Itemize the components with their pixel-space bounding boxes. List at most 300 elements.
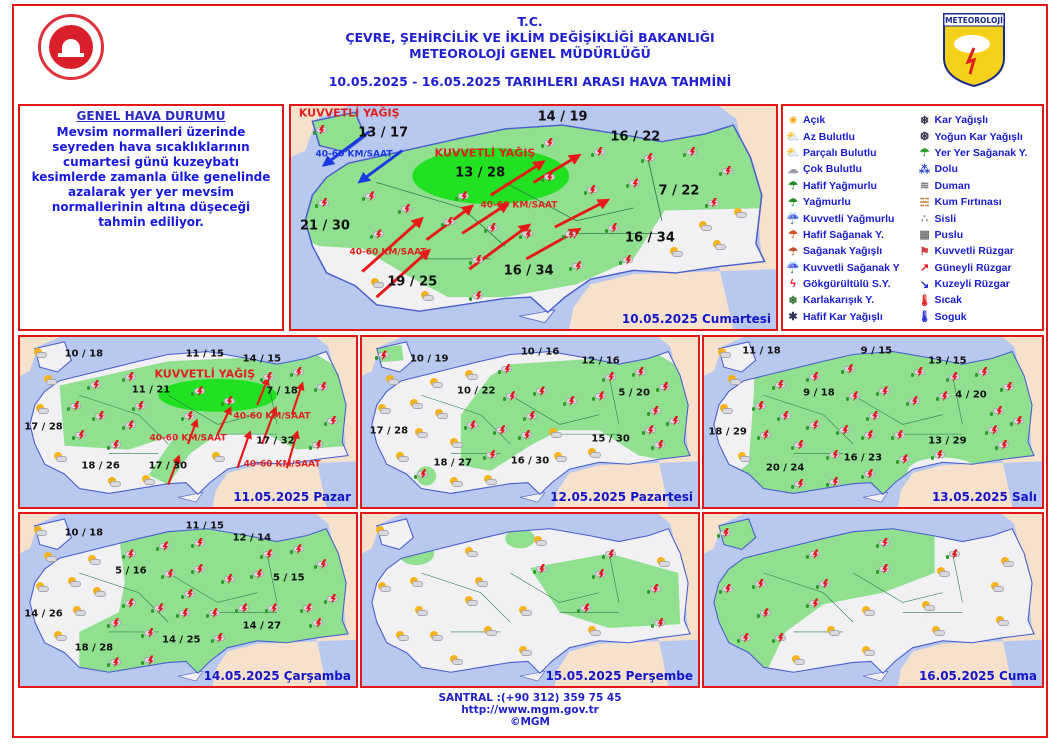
temperature-label: 17 / 30 — [148, 460, 188, 472]
map-day-2 — [18, 335, 358, 509]
temperature-label: 10 / 19 — [409, 353, 449, 365]
map-day-1 — [289, 104, 778, 331]
thunderstorm-icon — [206, 606, 220, 618]
partly-cloudy-icon — [375, 526, 389, 538]
thunderstorm-icon — [806, 596, 820, 608]
thunderstorm-icon — [221, 572, 235, 584]
map-day-6 — [360, 512, 700, 688]
partly-cloudy-icon: ⛅ — [786, 147, 800, 160]
temperature-label: 18 / 29 — [708, 426, 747, 438]
partly-cloudy-icon — [464, 547, 478, 559]
legend-item — [918, 309, 1039, 325]
temperature-label: 17 / 28 — [24, 421, 63, 433]
thunderstorm-icon — [151, 601, 165, 613]
thunderstorm-icon — [717, 526, 731, 538]
partly-cloudy-icon — [698, 221, 712, 233]
temperature-label: 7 / 18 — [266, 385, 298, 397]
map-date-label: 15.05.2025 Perşembe — [545, 669, 693, 683]
thunderstorm-icon — [1000, 380, 1014, 392]
thunderstorm-icon — [161, 567, 175, 579]
thunderstorm-icon — [533, 384, 547, 396]
thunderstorm-icon — [737, 631, 751, 643]
legend-item — [786, 210, 918, 226]
partly-cloudy-icon — [409, 577, 423, 589]
legend-label: Kuzeyli Rüzgar — [934, 278, 1010, 291]
partly-cloudy-icon — [1000, 557, 1014, 569]
partly-cloudy-icon — [414, 606, 428, 618]
map-canvas — [704, 337, 1042, 507]
thunderstorm-icon — [107, 655, 121, 667]
thunderstorm-icon — [493, 423, 507, 435]
snow-icon: ❄ — [919, 114, 930, 127]
legend-label: Açık — [803, 114, 826, 127]
thunderstorm-icon — [221, 394, 235, 406]
cold-thermometer-icon: 🌡 — [917, 311, 932, 324]
thunderstorm-icon — [484, 221, 498, 233]
temperature-label: 5 / 15 — [273, 572, 305, 584]
partly-cloudy-icon — [395, 452, 409, 464]
thunderstorm-icon — [132, 399, 146, 411]
thunderstorm-icon — [191, 536, 205, 548]
thunderstorm-icon — [191, 384, 205, 396]
thunderstorm-icon — [523, 409, 537, 421]
wind-speed-label: 40-60 KM/SAAT — [149, 433, 227, 444]
thunderstorm-icon — [626, 176, 640, 188]
thunderstorm-icon — [619, 253, 633, 265]
thunderstorm-icon — [362, 189, 376, 201]
temperature-label: 18 / 27 — [433, 457, 472, 469]
partly-cloudy-icon — [931, 626, 945, 638]
map-day-5 — [18, 512, 358, 688]
thunderstorm-icon — [398, 202, 412, 214]
thunderstorm-icon — [826, 448, 840, 460]
partly-cloudy-icon — [370, 278, 384, 290]
temperature-label: 17 / 28 — [369, 425, 409, 436]
thunderstorm-icon — [591, 145, 605, 157]
thunderstorm-icon — [122, 547, 136, 559]
partly-cloudy-icon — [429, 631, 443, 643]
partly-cloudy-icon — [464, 596, 478, 608]
thunderstorm-icon — [181, 409, 195, 421]
thunderstorm-icon — [592, 389, 606, 401]
thunderstorm-icon — [92, 409, 106, 421]
temperature-label: 10 / 18 — [64, 348, 104, 360]
thunderstorm-icon — [666, 414, 680, 426]
partly-cloudy-icon — [719, 404, 733, 416]
thunderstorm-icon — [985, 423, 999, 435]
thunderstorm-icon — [651, 438, 665, 450]
thunderstorm-icon — [122, 596, 136, 608]
legend-item — [918, 243, 1039, 259]
thunderstorm-icon — [72, 428, 86, 440]
temperature-label: 9 / 15 — [860, 345, 893, 357]
temperature-label: 11 / 15 — [185, 520, 225, 532]
scattered-shower-icon: ☂ — [919, 147, 930, 160]
legend-item — [918, 112, 1039, 128]
legend-item — [918, 292, 1039, 308]
thunderstorm-icon — [891, 428, 905, 440]
map-date-label: 13.05.2025 Salı — [931, 490, 1037, 504]
thunderstorm-icon — [777, 409, 791, 421]
partly-cloudy-icon — [35, 404, 49, 416]
heavy-rain-label: KUVVETLİ YAĞIŞ — [298, 106, 400, 120]
thunderstorm-icon — [370, 227, 384, 239]
partly-cloudy-icon — [449, 477, 463, 489]
thunderstorm-icon — [602, 547, 616, 559]
ministry-logo — [38, 14, 104, 80]
wind-speed-label: 40-60 KM/SAAT — [480, 200, 558, 211]
legend-label: Karlakarışık Y. — [803, 294, 875, 307]
thunderstorm-icon — [642, 423, 656, 435]
thunderstorm-icon — [375, 348, 389, 360]
thunderstorm-icon — [876, 562, 890, 574]
thunderstorm-icon — [791, 477, 805, 489]
thunderstorm-icon — [541, 136, 555, 148]
heavy-snow-icon: ❆ — [919, 131, 930, 144]
legend-item — [786, 292, 918, 308]
thunderstorm-icon — [584, 183, 598, 195]
partly-cloudy-icon — [53, 452, 67, 464]
partly-cloudy-icon — [861, 646, 875, 658]
thunderstorm-icon — [265, 601, 279, 613]
thunderstorm-icon — [772, 631, 786, 643]
legend-item — [918, 178, 1039, 194]
partly-cloudy-icon — [826, 626, 840, 638]
thunderstorm-icon — [1010, 414, 1024, 426]
partly-cloudy-icon — [921, 601, 935, 613]
thunderstorm-icon — [651, 616, 665, 628]
temperature-label: 7 / 22 — [658, 183, 700, 199]
legend-label: Soguk — [934, 310, 967, 323]
thunderstorm-icon — [300, 601, 314, 613]
header-tc: T.C. — [517, 14, 543, 29]
temperature-label: 10 / 16 — [520, 346, 560, 358]
thunderstorm-icon — [250, 567, 264, 579]
thunderstorm-icon — [260, 547, 274, 559]
thunderstorm-icon — [464, 418, 478, 430]
partly-cloudy-icon — [395, 631, 409, 643]
thunderstorm-icon — [683, 145, 697, 157]
wind-speed-label: 40-60 KM/SAAT — [233, 411, 311, 422]
partly-cloudy-icon — [464, 370, 478, 382]
temperature-label: 14 / 25 — [162, 634, 201, 646]
partly-cloudy-icon — [553, 452, 567, 464]
legend-label: Hafif Kar Yağışlı — [803, 310, 883, 323]
temperature-label: 12 / 14 — [232, 532, 272, 544]
haze-icon: ▦ — [919, 229, 930, 242]
temperature-label: 20 / 24 — [765, 462, 805, 474]
smoke-icon: ≋ — [919, 180, 930, 193]
legend-label: Yer Yer Sağanak Y. — [934, 146, 1028, 159]
thunderstorm-icon — [757, 606, 771, 618]
legend-label: Duman — [934, 179, 971, 192]
legend-item — [918, 276, 1039, 292]
thunderstorm-icon — [841, 362, 855, 374]
thunderstorm-icon — [906, 394, 920, 406]
legend-item — [918, 128, 1039, 144]
map-date-label: 12.05.2025 Pazartesi — [550, 490, 693, 504]
legend-item — [786, 178, 918, 194]
thunderstorm-icon — [563, 394, 577, 406]
legend-label: Az Bulutlu — [803, 130, 855, 143]
legend-item — [918, 227, 1039, 243]
thunderstorm-icon — [936, 389, 950, 401]
thunderstorm-icon — [260, 370, 274, 382]
thunderstorm-icon — [647, 582, 661, 594]
sleet-icon: ❄ — [788, 294, 798, 307]
light-shower-icon: ☂ — [788, 229, 798, 242]
partly-cloudy-icon — [87, 555, 101, 567]
page-header — [200, 14, 860, 90]
legend-item — [786, 260, 918, 276]
partly-cloudy-icon — [35, 582, 49, 594]
temperature-label: 19 / 25 — [387, 274, 438, 290]
partly-cloudy-icon — [483, 626, 497, 638]
heavy-rain-area — [158, 379, 277, 412]
partly-cloudy-icon — [548, 428, 562, 440]
legend-label: Kuvvetli Sağanak Y — [803, 261, 900, 274]
partly-cloudy-icon — [518, 646, 532, 658]
partly-cloudy-icon — [43, 375, 57, 387]
temperature-label: 17 / 32 — [256, 435, 295, 447]
header-ministry: ÇEVRE, ŞEHİRCİLİK VE İKLİM DEĞİŞİKLİĞİ BAKANLIĞI — [345, 30, 715, 45]
thunderstorm-icon — [122, 418, 136, 430]
map-day-7 — [702, 512, 1044, 688]
legend-label: Kar Yağışlı — [934, 114, 989, 127]
legend-label: Çok Bulutlu — [803, 163, 862, 176]
footer — [400, 692, 660, 728]
partly-cloudy-icon — [385, 375, 399, 387]
legend-item — [918, 145, 1039, 161]
temperature-label: 13 / 17 — [358, 125, 409, 141]
temperature-label: 18 / 28 — [74, 642, 114, 654]
forecast-date-range: 10.05.2025 - 16.05.2025 TARIHLERI ARASI HAVA TAHMİNİ — [328, 74, 732, 89]
thunderstorm-icon — [602, 370, 616, 382]
temperature-label: 13 / 15 — [928, 355, 967, 367]
thunderstorm-icon — [752, 399, 766, 411]
legend-label: Kuvvetli Rüzgar — [934, 245, 1014, 258]
general-weather-text: Mevsim normalleri üzerinde seyreden hava sıcaklıklarının cumartesi günü kuzeybatı kesimlerde zamanla ülke genelinde azalarak yer yer mevsim normallerinin altına düşeceği tahmin ediliyor. — [31, 125, 271, 229]
temperature-label: 16 / 23 — [843, 452, 883, 464]
map-day-4 — [702, 335, 1044, 509]
thunderstorm-icon — [806, 547, 820, 559]
thunderstorm-icon — [414, 467, 428, 479]
thunderstorm-icon — [990, 404, 1004, 416]
partly-cloudy-icon — [434, 409, 448, 421]
partly-cloudy-icon — [861, 606, 875, 618]
legend-item — [918, 210, 1039, 226]
partly-cloudy-icon — [377, 582, 391, 594]
legend-label: Sıcak — [934, 294, 962, 307]
light-rain-icon: ☂ — [788, 180, 798, 193]
temperature-label: 18 / 26 — [81, 460, 120, 472]
heavy-rain-label: KUVVETLİ YAĞIŞ — [154, 367, 256, 381]
temperature-label: 12 / 16 — [581, 355, 620, 367]
thunderstorm-icon — [705, 196, 719, 208]
thunderstorm-icon — [315, 196, 329, 208]
partly-cloudy-icon — [420, 291, 434, 303]
thunderstorm-icon — [533, 562, 547, 574]
thunderstorm-icon — [562, 227, 576, 239]
temperature-label: 11 / 15 — [185, 348, 225, 360]
partly-cloudy-icon — [990, 582, 1004, 594]
legend-label: Kuvvetli Yağmurlu — [803, 212, 895, 225]
partly-cloudy-icon — [518, 606, 532, 618]
temperature-label: 11 / 21 — [131, 384, 171, 396]
svg-text:METEOROLOJİ: METEOROLOJİ — [945, 16, 1003, 25]
thunderstorm-icon — [577, 601, 591, 613]
mostly-sunny-icon: ⛅ — [786, 131, 800, 144]
legend-label: Gökgürültülü S.Y. — [803, 278, 891, 291]
legend-label: Güneyli Rüzgar — [934, 261, 1012, 274]
thunderstorm-icon — [836, 423, 850, 435]
legend-item — [786, 112, 918, 128]
footer-url[interactable]: http://www.mgm.gov.tr — [461, 704, 599, 716]
temperature-label: 16 / 34 — [503, 263, 554, 279]
map-date-label: 10.05.2025 Cumartesi — [621, 312, 771, 326]
north-wind-arrow-icon: ↘ — [919, 278, 930, 291]
temperature-label: 10 / 18 — [64, 527, 104, 539]
map-canvas — [362, 514, 698, 686]
map-canvas — [20, 514, 356, 686]
partly-cloudy-icon — [533, 536, 547, 548]
temperature-label: 16 / 30 — [510, 455, 550, 467]
temperature-label: 14 / 15 — [242, 353, 282, 365]
thunderstorm-icon — [441, 215, 455, 227]
thunderstorm-icon — [846, 389, 860, 401]
thunderstorm-icon — [191, 562, 205, 574]
legend-label: Yoğun Kar Yağışlı — [934, 130, 1023, 143]
thunderstorm-icon — [592, 567, 606, 579]
thunderstorm-icon — [324, 414, 338, 426]
partly-cloudy-icon — [414, 428, 428, 440]
thunderstorm-icon — [290, 542, 304, 554]
thunderstorm-icon — [309, 616, 323, 628]
partly-cloudy-icon — [72, 606, 86, 618]
partly-cloudy-icon — [33, 348, 47, 360]
thunderstorm-icon — [896, 452, 910, 464]
partly-cloudy-icon — [483, 475, 497, 487]
thunderstorm-icon — [647, 404, 661, 416]
thunderstorm-icon — [826, 475, 840, 487]
legend-item — [786, 161, 918, 177]
thunderstorm-icon — [656, 380, 670, 392]
general-weather-title: GENEL HAVA DURUMU — [76, 109, 226, 123]
footer-phone: SANTRAL :(+90 312) 359 75 45 — [438, 692, 622, 704]
temperature-label: 14 / 26 — [24, 608, 63, 620]
thunderstorm-icon — [107, 438, 121, 450]
heavy-rain-icon: ☔ — [786, 213, 800, 226]
legend-item — [786, 145, 918, 161]
partly-cloudy-icon — [92, 587, 106, 599]
temperature-label: 14 / 27 — [242, 620, 282, 632]
thunderstorm-icon — [107, 616, 121, 628]
partly-cloudy-icon — [449, 655, 463, 667]
thunderstorm-icon — [87, 378, 101, 390]
temperature-label: 13 / 28 — [455, 165, 506, 181]
partly-cloudy-icon — [474, 577, 488, 589]
legend-label: Puslu — [934, 228, 964, 241]
thunderstorm-icon: ϟ — [790, 278, 796, 291]
thunderstorm-icon — [806, 370, 820, 382]
legend — [781, 104, 1044, 331]
wind-speed-label: 40-60 KM/SAAT — [243, 459, 321, 469]
temperature-label: 14 / 19 — [537, 109, 588, 125]
thunderstorm-icon — [67, 399, 81, 411]
south-wind-arrow-icon: ↗ — [919, 262, 930, 275]
legend-item — [786, 243, 918, 259]
thunderstorm-icon — [141, 626, 155, 638]
thunderstorm-icon — [290, 365, 304, 377]
thunderstorm-icon — [719, 164, 733, 176]
partly-cloudy-icon — [377, 404, 391, 416]
thunderstorm-icon — [483, 448, 497, 460]
heavy-shower-icon: ☔ — [786, 262, 800, 275]
temperature-label: 15 / 30 — [591, 433, 630, 445]
legend-label: Hafif Yağmurlu — [803, 179, 877, 192]
legend-item — [786, 227, 918, 243]
partly-cloudy-icon — [587, 448, 601, 460]
partly-cloudy-icon — [429, 378, 443, 390]
thunderstorm-icon — [469, 253, 483, 265]
thunderstorm-icon — [946, 370, 960, 382]
map-day-3 — [360, 335, 700, 509]
rain-icon: ☂ — [788, 196, 798, 209]
partly-cloudy-icon — [791, 655, 805, 667]
hail-icon: ⁂ — [919, 163, 931, 176]
strong-wind-icon: ⚑ — [919, 245, 930, 258]
thunderstorm-icon — [498, 362, 512, 374]
partly-cloudy-icon — [67, 577, 81, 589]
shower-icon: ☂ — [788, 245, 798, 258]
partly-cloudy-icon — [43, 552, 57, 564]
thunderstorm-icon — [876, 384, 890, 396]
thunderstorm-icon — [141, 653, 155, 665]
legend-item — [786, 276, 918, 292]
thunderstorm-icon — [176, 606, 190, 618]
temperature-label: 10 / 22 — [457, 385, 496, 397]
legend-item — [786, 309, 918, 325]
temperature-label: 13 / 29 — [928, 435, 967, 447]
thunderstorm-icon — [806, 418, 820, 430]
temperature-label: 5 / 16 — [115, 565, 147, 577]
meteoroloji-logo — [942, 12, 1006, 88]
partly-cloudy-icon — [737, 452, 751, 464]
legend-item — [918, 161, 1039, 177]
temperature-label: 9 / 18 — [803, 387, 835, 399]
legend-label: Kum Fırtınası — [934, 196, 1002, 209]
thunderstorm-icon — [719, 582, 733, 594]
legend-label: Yağmurlu — [803, 196, 851, 209]
thunderstorm-icon — [752, 577, 766, 589]
partly-cloudy-icon — [669, 247, 683, 259]
thunderstorm-icon — [791, 438, 805, 450]
legend-label: Sisli — [934, 212, 957, 225]
thunderstorm-icon — [122, 370, 136, 382]
thunderstorm-icon — [314, 557, 328, 569]
legend-label: Parçalı Bulutlu — [803, 146, 877, 159]
thunderstorm-icon — [455, 189, 469, 201]
legend-label: Dolu — [934, 163, 958, 176]
general-weather-box — [18, 104, 284, 331]
legend-label: Sağanak Yağışlı — [803, 245, 883, 258]
heavy-rain-label: KUVVETLİ YAĞIŞ — [434, 146, 536, 160]
legend-item — [918, 260, 1039, 276]
thunderstorm-icon — [314, 380, 328, 392]
hot-thermometer-icon: 🌡 — [917, 294, 932, 307]
thunderstorm-icon — [181, 587, 195, 599]
thunderstorm-icon — [861, 428, 875, 440]
